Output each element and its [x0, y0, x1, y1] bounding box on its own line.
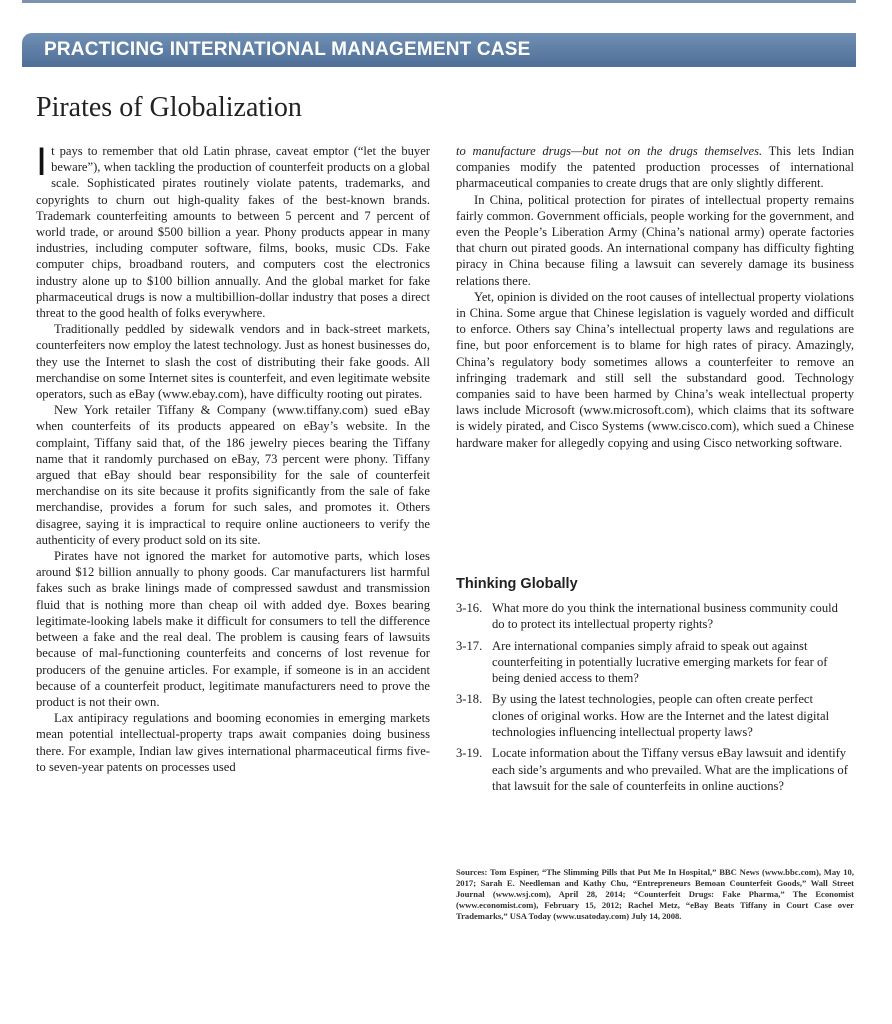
paragraph-3: New York retailer Tiffany & Company (www.tiffany.com) sued eBay when counterfeits of its products appeared on eBay’s website. In the complaint, Tiffany said that, of the 186 jewelry pieces bearing the Tiffany name that it randomly purchased on eBay, 73 percent were phony. Tiffany argued that eBay should bear responsibility for the sale of counterfeit merchandise on its site because it profits significantly from the sale of fake merchandise, provides a forum for such sales, and promotes it. Others disagree, saying it is impractical to require online auctioneers to verify the authenticity of every product sold on its site. — [36, 403, 430, 547]
paragraph-5: Lax antipiracy regulations and booming economies in emerging markets mean potential intellectual-property traps await companies doing business there. For example, Indian law gives international pharmaceutical firms five- to seven-year patents on processes used — [36, 711, 430, 774]
paragraph-6-italic: to manufacture drugs—but not on the drugs themselves. — [456, 144, 763, 158]
thinking-globally-heading: Thinking Globally — [456, 576, 578, 592]
question-text: By using the latest technologies, people can often create perfect clones of original works. How are the Internet and the latest digital technologies influencing intellectual property laws? — [492, 692, 830, 740]
banner-label: PRACTICING INTERNATIONAL MANAGEMENT CASE — [44, 39, 531, 60]
paragraph-7: In China, political protection for pirates of intellectual property remains fairly common. Government officials, people working for the government, and even the People’s Liberation Army (China’s national army) operate factories that churn out pirated goods. An international company has difficulty fighting piracy in China because filing a lawsuit can severely damage its business relations there. — [456, 192, 854, 288]
paragraph-4: Pirates have not ignored the market for automotive parts, which loses around $12 billion annually to phony goods. Car manufacturers list harmful fakes such as brake linings made of compressed sawdust and transmission fluid that is nothing more than cheap oil with added dye. Boxes bearing legitimate-looking labels make it difficult for consumers to tell the difference between a fake and the real deal. The problem is causing fears of lawsuits because of mal-functioning counterfeits and concerns of lost revenue for producers of the genuine articles. For example, if someone is in an accident because of a counterfeit product, legitimate manufacturers need to prove the product is not their own. — [36, 549, 430, 709]
question-item — [456, 638, 854, 687]
paragraph-1-text: t pays to remember that old Latin phrase, caveat emptor (“let the buyer beware”), when tackling the production of counterfeit products on a global scale. Sophisticated pirates routinely violate patents, trademarks, and copyrights to churn out high-quality fakes of the best-known brands. Trademark counterfeiting amounts to between 5 percent and 7 percent of world trade, or around $500 billion a year. Phony products appear in many industries, including computer software, films, books, music CDs. Fake computer chips, broadband routers, and computers cost the electronics industry alone up to $100 billion annually. And the global market for fake pharmaceutical drugs is now a multibillion-dollar industry that poses a direct threat to the good health of folks everywhere. — [36, 144, 430, 321]
paragraph-2: Traditionally peddled by sidewalk vendors and in back-street markets, counterfeiters now employ the latest technology. Just as honest businesses do, they use the Internet to slash the cost of distributing their fake goods. All merchandise on some Internet sites is counterfeit, and even legitimate website operators, such as eBay (www.ebay.com), have difficulty rooting out pirates. — [36, 322, 430, 402]
case-banner — [22, 33, 856, 67]
paragraph-1 — [36, 140, 430, 321]
drop-cap: I — [36, 140, 48, 184]
question-item — [456, 745, 854, 794]
question-item — [456, 691, 854, 740]
question-text: Are international companies simply afraid to speak out against counterfeiting in potentially lucrative emerging markets for fear of being denied access to them? — [492, 638, 828, 686]
sources-note: Sources: Tom Espiner, “The Slimming Pills that Put Me In Hospital,” BBC News (www.bbc.com), May 10, 2017; Sarah E. Needleman and Kathy Chu, “Entrepreneurs Bemoan Counterfeit Goods,” Wall Street Journal (www.wsj.com), April 28, 2014; “Counterfeit Drugs: Fake Pharma,” The Economist (www.economist.com), February 15, 2012; Rachel Metz, “eBay Beats Tiffany in Court Case over Trademarks,” USA Today (www.usatoday.com) July 14, 2008. — [456, 867, 854, 921]
right-column — [456, 143, 854, 451]
question-list — [456, 600, 854, 799]
question-number: 3-18. — [456, 692, 483, 707]
question-number: 3-19. — [456, 746, 483, 761]
question-text: What more do you think the international business community could do to protect its intellectual property rights? — [492, 601, 838, 632]
paragraph-8: Yet, opinion is divided on the root causes of intellectual property violations in China. Some argue that Chinese legislation is vaguely worded and difficult to enforce. Others say China’s intellectual property laws and regulations are fine, but poor enforcement is to blame for high rates of piracy. Amazingly, China’s regulatory body sometimes allows a counterfeiter to remove an infringing trademark and still sell the substandard good. Technology companies said to have been harmed by China’s weak intellectual property laws include Microsoft (www.microsoft.com), which claims that its software is widely pirated, and Cisco Systems (www.cisco.com), which sued a Chinese hardware maker for allegedly copying and using Cisco networking software. — [456, 289, 854, 450]
question-number: 3-16. — [456, 601, 483, 615]
question-text: Locate information about the Tiffany versus eBay lawsuit and identify each side’s arguments and who prevailed. What are the implications of that lawsuit for the sale of counterfeits in online auctions? — [492, 746, 848, 793]
left-column — [36, 140, 430, 775]
question-item — [456, 600, 854, 633]
question-number: 3-17. — [456, 638, 483, 653]
paragraph-6 — [456, 143, 854, 192]
page-title: Pirates of Globalization — [36, 92, 302, 123]
paragraph-6-text: This lets Indian companies modify the patented production processes of international pharmaceutical companies to create drugs that are only slightly different. — [456, 144, 854, 191]
top-rule — [22, 0, 856, 3]
